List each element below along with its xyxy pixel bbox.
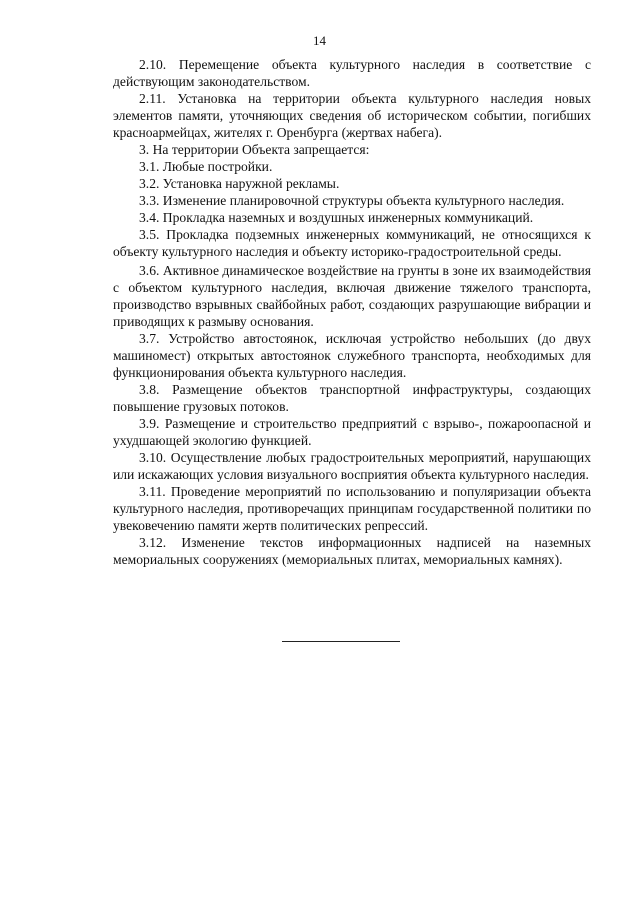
paragraph-3-1: 3.1. Любые постройки.: [139, 159, 273, 174]
paragraph-3-7: 3.7. Устройство автостоянок, исключая устройство небольших (до двух машиномест) открытых автостоянок служебного транспорта, необходимых для функционирования объекта культурного наследия.: [113, 331, 591, 380]
paragraph-3-12: 3.12. Изменение текстов информационных надписей на наземных мемориальных сооружениях (мемориальных плитах, мемориальных камнях).: [113, 535, 591, 567]
document-body: [113, 56, 591, 568]
paragraph-2-10: 2.10. Перемещение объекта культурного наследия в соответствие с действующим законодательством.: [113, 57, 591, 89]
paragraph-3-8: 3.8. Размещение объектов транспортной инфраструктуры, создающих повышение грузовых потоков.: [113, 382, 591, 414]
paragraph-3: 3. На территории Объекта запрещается:: [139, 142, 370, 157]
end-separator-line: [282, 641, 400, 642]
paragraph-2-11: 2.11. Установка на территории объекта культурного наследия новых элементов памяти, уточняющих сведения об историческом событии, погибших красноармейцах, жителях г. Оренбурга (жертвах набега).: [113, 91, 591, 140]
paragraph-3-9: 3.9. Размещение и строительство предприятий с взрыво-, пожароопасной и ухудшающей экологию функцией.: [113, 416, 591, 448]
paragraph-3-6: 3.6. Активное динамическое воздействие на грунты в зоне их взаимодействия с объектом культурного наследия, включая движение тяжелого транспорта, производство взрывных свайбойных работ, создающих разрушающие вибрации и приводящих к размыву основания.: [113, 263, 591, 329]
paragraph-3-5: 3.5. Прокладка подземных инженерных коммуникаций, не относящихся к объекту культурного наследия и объекту историко-градостроительной среды.: [113, 227, 591, 259]
page-number: 14: [313, 33, 326, 48]
paragraph-3-2: 3.2. Установка наружной рекламы.: [139, 176, 340, 191]
paragraph-3-3: 3.3. Изменение планировочной структуры объекта культурного наследия.: [139, 193, 565, 208]
paragraph-3-11: 3.11. Проведение мероприятий по использованию и популяризации объекта культурного наследия, противоречащих принципам государственной политики по увековечению памяти жертв политических репрессий.: [113, 484, 591, 533]
paragraph-3-10: 3.10. Осуществление любых градостроительных мероприятий, нарушающих или искажающих условия визуального восприятия объекта культурного наследия.: [113, 450, 591, 482]
paragraph-3-4: 3.4. Прокладка наземных и воздушных инженерных коммуникаций.: [139, 210, 534, 225]
